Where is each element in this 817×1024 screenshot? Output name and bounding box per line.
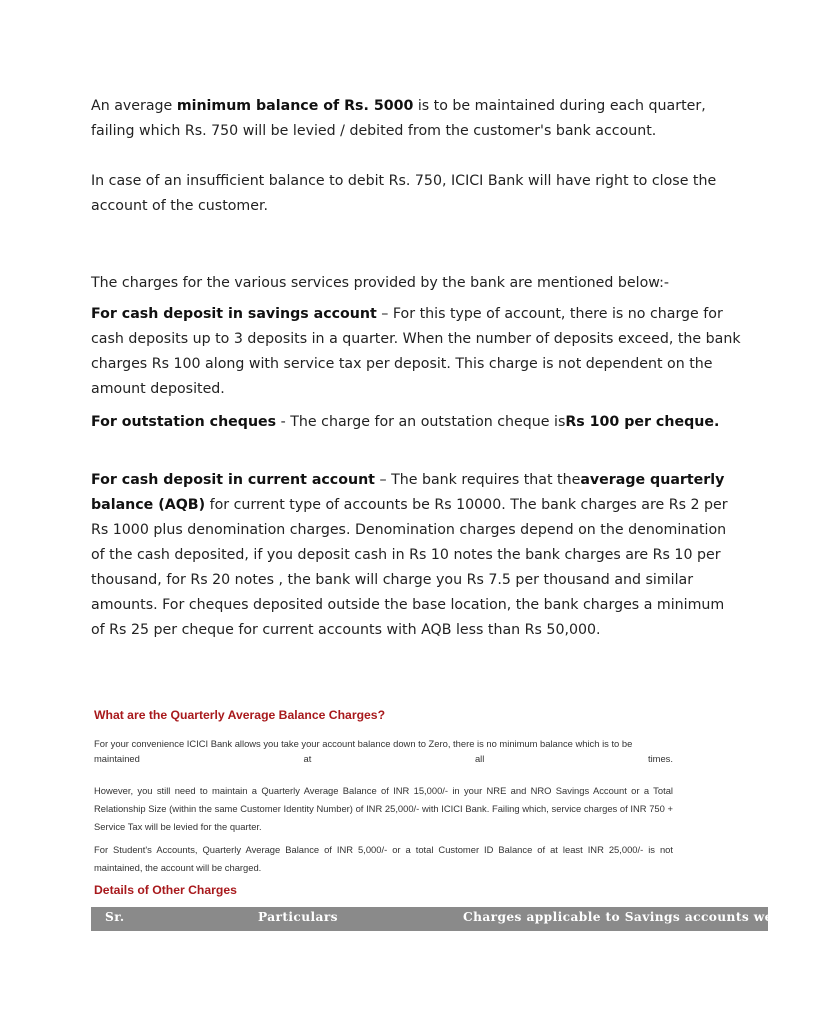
min-balance-paragraph	[91, 94, 741, 144]
bold-span: average quarterly balance (AQB)	[91, 472, 725, 513]
cash-deposit-savings-paragraph	[91, 302, 741, 402]
column-header-sr: Sr.	[105, 910, 125, 924]
word: times.	[647, 753, 673, 764]
qab-heading: What are the Quarterly Average Balance Charges?	[94, 708, 386, 722]
bold-span: Rs 100 per cheque.	[565, 414, 720, 430]
section-title: For cash deposit in savings account	[91, 306, 377, 322]
other-charges-heading: Details of Other Charges	[94, 883, 237, 897]
qab-paragraph-1-line: For your convenience ICICI Bank allows you take your account balance down to Zero, there is no minimum balance which is to be	[94, 738, 633, 749]
column-header-particulars: Particulars	[258, 910, 338, 924]
column-header-charges: Charges applicable to Savings accounts wef 23rd	[463, 910, 817, 924]
cash-deposit-current-paragraph	[91, 468, 741, 643]
charges-intro-paragraph: The charges for the various services provided by the bank are mentioned below:-	[91, 275, 669, 291]
text-span: is to be maintained during each quarter, failing which Rs. 750 will be levied / debited from the customer's bank account.	[91, 98, 706, 139]
word: all	[474, 753, 485, 764]
qab-paragraph-2: However, you still need to maintain a Quarterly Average Balance of INR 15,000/- in your NRE and NRO Savings Account or a Total Relationship Size (within the same Customer Identity Number) of INR 25,000/- with ICICI Bank. Failing which, service charges of INR 750 + Service Tax will be levied for the quarter.	[94, 785, 673, 832]
word: at	[303, 753, 312, 764]
section-title: For cash deposit in current account	[91, 472, 375, 488]
word: maintained	[94, 753, 140, 764]
insufficient-balance-paragraph: In case of an insufficient balance to debit Rs. 750, ICICI Bank will have right to close the account of the customer.	[91, 173, 717, 214]
text-span: - The charge for an outstation cheque is	[276, 414, 566, 430]
outstation-cheques-paragraph	[91, 410, 741, 435]
charges-table-header	[91, 907, 817, 931]
section-title: For outstation cheques	[91, 414, 277, 430]
text-span: for current type of accounts be Rs 10000. The bank charges are Rs 2 per Rs 1000 plus denomination charges. Denomination charges depend on the denomination of the cash deposited, if you deposit cash in Rs 10 notes the bank charges are Rs 10 per thousand, for Rs 20 notes , the bank will charge you Rs 7.5 per thousand and similar amounts. For cheques deposited outside the base location, the bank charges a minimum of Rs 25 per cheque for current accounts with AQB less than Rs 50,000.	[91, 497, 728, 638]
qab-paragraph-3: For Student's Accounts, Quarterly Average Balance of INR 5,000/- or a total Customer ID Balance of at least INR 25,000/- is not maintained, the account will be charged.	[94, 844, 673, 873]
bold-span: minimum balance of Rs. 5000	[176, 98, 414, 114]
qab-paragraph-1-spread-line	[94, 750, 673, 768]
text-span: – For this type of account, there is no charge for cash deposits up to 3 deposits in a quarter. When the number of deposits exceed, the bank charges Rs 100 along with service tax per deposit. This charge is not dependent on the amount deposited.	[91, 306, 741, 397]
text-span: – The bank requires that the	[374, 472, 581, 488]
text-span: An average	[91, 98, 177, 114]
